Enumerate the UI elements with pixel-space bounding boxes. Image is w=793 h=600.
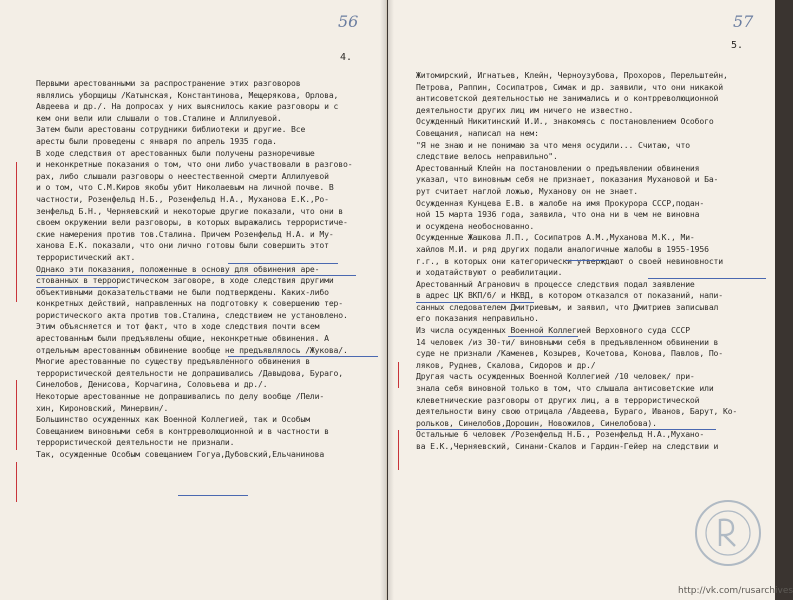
text-line: своем окружении вели разговоры, в которых выражались террористиче-: [36, 217, 348, 228]
right-page: [388, 0, 793, 600]
archive-seal-icon: [693, 498, 763, 568]
pencil-underline: [178, 495, 248, 496]
text-line: г.г., в которых они категорически утверждают о своей невиновности: [416, 255, 723, 266]
text-line: Многие арестованные по существу предъявленного обвинения в: [36, 356, 310, 367]
margin-mark: [398, 430, 399, 470]
text-line: и о том, что С.М.Киров якобы убит Николаевым на личной почве. В: [36, 182, 334, 193]
right-page-text: [416, 70, 737, 453]
text-line: Синелобов, Денисова, Корчагина, Соловьева и др./.: [36, 379, 268, 390]
page-shadow: [388, 0, 394, 600]
margin-mark: [16, 162, 17, 302]
text-line: Осужденная Кунцева Е.В. в жалобе на имя Прокурора СССР,подан-: [416, 197, 705, 208]
text-line: Другая часть осужденных Военной Коллегией /10 человек/ при-: [416, 371, 695, 382]
text-line: В ходе следствия от арестованных были получены разноречивые: [36, 147, 315, 158]
text-line: санных следователем Дмитриевым, и заявил, что Дмитриев записывал: [416, 301, 719, 312]
text-line: деятельности вину свою отрицала /Авдеева, Бураго, Иванов, Барут, Ко-: [416, 406, 738, 417]
pencil-underline: [648, 278, 766, 279]
pencil-underline: [416, 429, 716, 430]
text-line: "Я не знаю и не понимаю за что меня осудили... Считаю, что: [416, 139, 690, 150]
text-line: террористический акт.: [36, 251, 136, 262]
pencil-underline: [228, 356, 378, 357]
text-line: Некоторые арестованные не допрашивались по делу вообще /Пели-: [36, 391, 325, 402]
text-line: конкретных действий, направленных на подготовку к совершению тер-: [36, 298, 343, 309]
text-line: частности, Розенфельд Н.Б., Розенфельд Н.А., Муханова Е.К.,Ро-: [36, 193, 329, 204]
text-line: ной 15 марта 1936 года, заявила, что она ни в чем не виновна: [416, 209, 700, 220]
text-line: ляков, Руднев, Скалова, Сидоров и др./: [416, 359, 596, 370]
text-line: стованных в террористическом заговоре, в ходе следствия другими: [36, 275, 334, 286]
text-line: Первыми арестованными за распространение этих разговоров: [36, 78, 301, 88]
text-line: рут считает наглой ложью, Муханову он не знает.: [416, 185, 638, 196]
text-line: суде не признали /Каменев, Козырев, Кочетова, Конова, Павлов, По-: [416, 348, 723, 359]
text-line: Авдеева и др./. На допросах у них выяснилось какие разговоры и с: [36, 101, 339, 112]
text-line: знала себя виновной только в том, что слышала антисоветские или: [416, 383, 714, 394]
text-line: 14 человек /из 30-ти/ виновными себя в предъявленном обвинении в: [416, 336, 719, 347]
page-shadow: [380, 0, 386, 600]
page-number: 5.: [731, 40, 744, 51]
pencil-underline: [566, 260, 606, 261]
left-page-text: [36, 78, 352, 461]
text-line: хайлов М.И. и ряд других подали аналогичные жалобы в 1955-1956: [416, 243, 709, 254]
text-line: хин, Кироновский, Минервин/.: [36, 402, 169, 413]
text-line: Арестованный Агранович в процессе следствия подал заявление: [416, 278, 695, 289]
text-line: объективными доказательствами не были подтверждены. Каких-либо: [36, 286, 329, 297]
text-line: Этим объясняется и тот факт, что в ходе следствия почти всем: [36, 321, 320, 332]
text-line: аресты были проведены с января по апрель 1935 года.: [36, 135, 277, 146]
pencil-underline: [508, 336, 578, 337]
margin-mark: [16, 462, 17, 502]
archive-sheet-number: 57: [733, 12, 754, 31]
text-line: и ходатайствуют о реабилитации.: [416, 267, 563, 278]
text-line: Житомирский, Игнатьев, Клейн, Черноузубова, Прохоров, Перельштейн,: [416, 70, 728, 80]
page-number: 4.: [340, 52, 353, 63]
text-line: в адрес ЦК ВКП/б/ и НКВД, в котором отказался от показаний, напи-: [416, 290, 723, 301]
text-line: и осуждена необоснованно.: [416, 220, 535, 231]
text-line: антисоветской деятельностью не занимались и о контрреволюционной: [416, 93, 719, 104]
text-line: зенфельд Б.Н., Черняевский и некоторые другие показали, что они в: [36, 205, 343, 216]
text-line: являлись уборщицы /Катынская, Константинова, Мещерякова, Орлова,: [36, 89, 339, 100]
watermark-text: http://vk.com/rusarchives: [678, 586, 793, 596]
text-line: отдельным арестованным обвинение вообще не предъявлялось /Жукова/.: [36, 344, 348, 355]
text-line: ва Е.К.,Черняевский, Синани-Скалов и Гардин-Гейер на следствии и: [416, 441, 719, 451]
text-line: и неконкретные показания о том, что они либо участвовали в разгово-: [36, 159, 353, 170]
text-line: Так, осужденные Особым совещанием Гогуа,Дубовский,Ельчанинова: [36, 449, 325, 459]
left-page: [0, 0, 387, 600]
text-line: Затем были арестованы сотрудники библиотеки и другие. Все: [36, 124, 306, 135]
text-line: Совещанием виновными себя в контрреволюционной и в частности в: [36, 425, 329, 436]
text-line: его показания неправильно.: [416, 313, 539, 324]
margin-mark: [398, 362, 399, 388]
margin-mark: [16, 380, 17, 450]
text-line: Осужденные Жашкова Л.П., Сосипатров А.М.,Муханова М.К., Ми-: [416, 232, 695, 243]
text-line: Из числа осужденных Военной Коллегией Верховного суда СССР: [416, 325, 690, 336]
text-line: кем они вели или слышали о тов.Сталине и Аллилуевой.: [36, 112, 282, 123]
text-line: Большинство осужденных как Военной Коллегией, так и Особым: [36, 414, 310, 425]
pencil-underline: [36, 287, 118, 288]
text-line: клеветнические разговоры от других лиц, а в террористической: [416, 394, 700, 405]
text-line: ские намерения против тов.Сталина. Причем Розенфельд Н.А. и Му-: [36, 228, 334, 239]
text-line: Осужденный Никитинский И.И., знакомясь с постановлением Особого: [416, 116, 714, 127]
pencil-underline: [36, 275, 356, 276]
text-line: Однако эти показания, положенные в основу для обвинения аре-: [36, 263, 320, 274]
text-line: террористической деятельности не признали.: [36, 437, 235, 448]
text-line: деятельности других лиц им ничего не известно.: [416, 104, 634, 115]
text-line: рористического акта против тов.Сталина, следствием не установлено.: [36, 309, 348, 320]
text-line: Остальные 6 человек /Розенфельд Н.Б., Розенфельд Н.А.,Мухано-: [416, 429, 705, 440]
text-line: Совещания, написал на нем:: [416, 127, 539, 138]
text-line: ханова Е.К. показали, что они лично готовы были совершить этот: [36, 240, 329, 251]
text-line: Петрова, Раппин, Сосипатров, Симак и др. заявили, что они никакой: [416, 81, 723, 92]
text-line: рах, либо слышали разговоры о неестественной смерти Аллилуевой: [36, 170, 329, 181]
text-line: указал, что виновным себя не признает, показания Мухановой и Ба-: [416, 174, 719, 185]
text-line: террористической деятельности не допрашивались /Давыдова, Бураго,: [36, 367, 343, 378]
pencil-underline: [416, 302, 534, 303]
archive-sheet-number: 56: [338, 12, 359, 31]
text-line: арестованным были предъявлены общие, неконкретные обвинения. А: [36, 333, 329, 344]
text-line: Арестованный Клейн на постановлении о предъявлении обвинения: [416, 162, 700, 173]
text-line: следствие велось неправильно".: [416, 151, 558, 162]
text-line: рольков, Синелобов,Дорошин, Новожилов, Синелобова).: [416, 417, 657, 428]
pencil-underline: [228, 263, 338, 264]
